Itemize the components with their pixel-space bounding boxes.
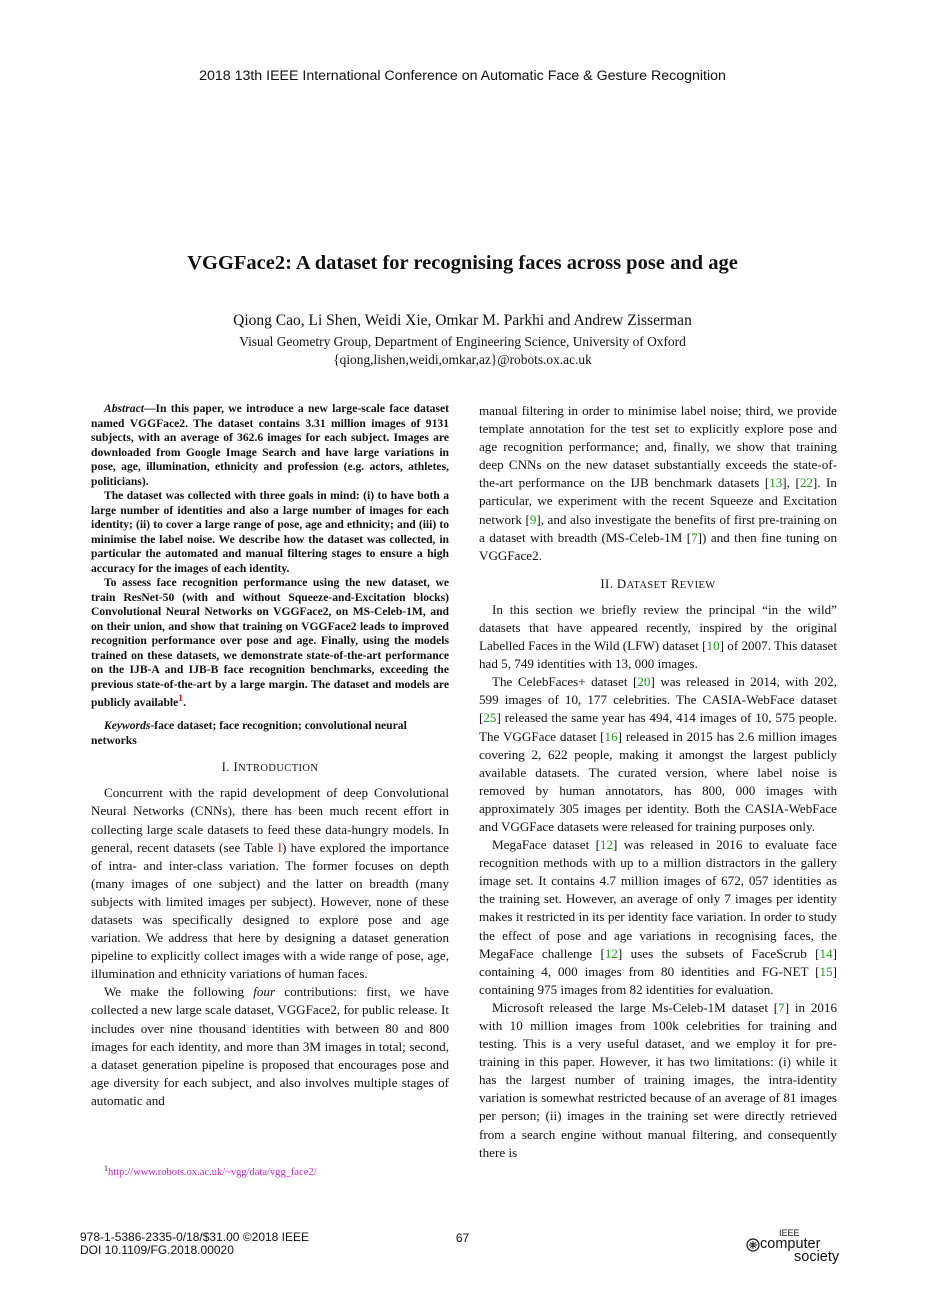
footnote-mark: 1 xyxy=(104,1164,108,1173)
author-email: {qiong,lishen,weidi,omkar,az}@robots.ox.ac.uk xyxy=(333,352,592,367)
citation[interactable]: 22 xyxy=(799,475,813,491)
abstract-paragraph-2: The dataset was collected with three goals in mind: (i) to have both a large number of identities and also a large number of images for each identity; (ii) to cover a large range of pose, age and ethnicity; and (iii) to minimise the label noise. We describe how the dataset was collected, in particular the automated and manual filtering stages to ensure a high accuracy for the images of each identity. xyxy=(91,489,449,575)
right-column xyxy=(479,402,837,1162)
citation[interactable]: 15 xyxy=(819,963,833,979)
page-number: 67 xyxy=(455,1231,470,1245)
left-column xyxy=(91,402,449,1110)
conference-header: 2018 13th IEEE International Conference on Automatic Face & Gesture Recognition xyxy=(199,68,726,84)
citation[interactable]: 20 xyxy=(637,674,651,690)
citation[interactable]: 10 xyxy=(706,638,720,654)
citation[interactable]: 16 xyxy=(604,728,618,744)
citation[interactable]: 7 xyxy=(691,529,698,545)
ieee-computer-society-logo: IEEE computer society xyxy=(746,1228,846,1268)
dataset-url-link[interactable]: http://www.robots.ox.ac.uk/~vgg/data/vgg_face2/ xyxy=(108,1167,317,1178)
affiliation: Visual Geometry Group, Department of Engineering Science, University of Oxford xyxy=(239,334,686,349)
review-paragraph-4: Microsoft released the large Ms-Celeb-1M dataset [7] in 2016 with 10 million images from 100k celebrities for training and testing. This is a very useful dataset, and we employ it for pre-training in this paper. However, it has two limitations: (i) while it has the largest number of training images, the intra-identity variation is somewhat restricted because of an average of 81 images per person; (ii) images in the training set were directly retrieved from a search engine without manual filtering, and consequently there is xyxy=(479,999,838,1160)
abstract xyxy=(91,402,449,710)
intro-paragraph-2-cont: manual filtering in order to minimise label noise; third, we provide template annotation for the test set to explicitly explore pose and age recognition performance; and, finally, we show that training deep CNNs on the new dataset substantially exceeds the state-of-the-art performance on the IJB benchmark datasets [13], [22]. In particular, we experiment with the recent Squeeze and Excitation network [9], and also investigate the benefits of first pre-training on a dataset with breadth (MS-Celeb-1M [7]) and then fine tuning on VGGFace2. xyxy=(479,403,838,563)
introduction-continued xyxy=(479,402,837,565)
table-ref[interactable]: I xyxy=(277,839,282,855)
keywords-label: Keywords xyxy=(104,719,151,733)
keywords: Keywords-face dataset; face recognition; convolutional neural networks xyxy=(91,719,407,747)
review-paragraph-3: MegaFace dataset [12] was released in 2016 to evaluate face recognition methods with up to a million distractors in the gallery image set. It contains 4.7 million images of 672, 057 identities as the training set. However, an average of only 7 images per identity makes it restricted in its per identity face variation. In order to study the effect of pose and age variations in recognising faces, the MegaFace challenge [12] uses the subsets of FaceScrub [14] containing 4, 000 images from 80 identities and FG-NET [15] containing 975 images from 82 identities for evaluation. xyxy=(479,837,837,997)
paper-title: VGGFace2: A dataset for recognising faces across pose and age xyxy=(187,252,738,274)
citation[interactable]: 12 xyxy=(599,837,614,853)
affiliation-block xyxy=(0,333,925,369)
footer-isbn: 978-1-5386-2335-0/18/$31.00 ©2018 IEEE xyxy=(80,1230,310,1244)
review-paragraph-1: In this section we briefly review the principal “in the wild” datasets that have appeared recently, inspired by the original Labelled Faces in the Wild (LFW) dataset [10] of 2007. This dataset had 5, 749 identities with 13, 000 images. xyxy=(479,601,838,672)
footer-doi: DOI 10.1109/FG.2018.00020 xyxy=(80,1243,234,1257)
review-paragraph-2: The CelebFaces+ dataset [20] was released in 2014, with 202, 599 images of 10, 177 celebrities. The CASIA-WebFace dataset [25] released the same year has 494, 414 images of 10, 575 people. The VGGFace dataset [16] released in 2015 has 2.6 million images covering 2, 622 people, making it amongst the largest publicly available datasets. The curated version, where label noise is removed by human annotators, has 800, 000 images with approximately 305 images per identity. Both the CASIA-WebFace and VGGFace datasets were released for training purposes only. xyxy=(479,674,837,834)
citation[interactable]: 9 xyxy=(529,511,537,527)
section-heading-introduction: I. INTRODUCTION xyxy=(221,760,319,775)
section-heading-dataset-review: II. DATASET REVIEW xyxy=(600,576,716,591)
citation[interactable]: 12 xyxy=(604,945,618,961)
footnote xyxy=(104,1164,317,1178)
abstract-paragraph-3: To assess face recognition performance using the new dataset, we train ResNet-50 (with and without Squeeze-and-Excitation blocks) Convolutional Neural Networks on VGGFace2, on MS-Celeb-1M, and on their union, and show that training on VGGFace2 leads to improved recognition performance over pose and age. Finally, using the models trained on these datasets, we demonstrate state-of-the-art performance on the IJB-A and IJB-B face recognition benchmarks, exceeding the previous state-of-the-art by a large margin. The dataset and models are publicly available$^1$. xyxy=(91,576,449,709)
society-emblem-icon xyxy=(746,1238,760,1252)
introduction-body xyxy=(91,784,449,1110)
footnote-ref[interactable]: 1 xyxy=(178,693,184,704)
citation[interactable]: 7 xyxy=(778,999,785,1015)
citation[interactable]: 14 xyxy=(819,945,833,961)
citation[interactable]: 25 xyxy=(483,710,497,726)
intro-paragraph-2: We make the following four contributions: first, we have collected a new large scale dataset, VGGFace2, for public release. It includes over nine thousand identities with between 80 and 800 images for each identity, and more than 3M images in total; second, a dataset generation pipeline is proposed that encourages pose and age diversity for each subject, and also involves multiple stages of automatic and xyxy=(91,984,449,1108)
paper-authors: Qiong Cao, Li Shen, Weidi Xie, Omkar M. Parkhi and Andrew Zisserman xyxy=(233,312,692,329)
abstract-paragraph-1: Abstract—In this paper, we introduce a new large-scale face dataset named VGGFace2. The dataset contains 3.31 million images of 9131 subjects, with an average of 362.6 images for each subject. Images are downloaded from Google Image Search and have large variations in pose, age, illumination, ethnicity and profession (e.g. actors, athletes, politicians). xyxy=(91,402,449,488)
citation[interactable]: 13 xyxy=(769,475,783,491)
dataset-review-body xyxy=(479,601,837,1162)
abstract-label: Abstract xyxy=(104,402,144,415)
intro-paragraph-1: Concurrent with the rapid development of deep Convolutional Neural Networks (CNNs), there has been much recent effort in collecting large scale datasets to feed these data-hungry models. In general, recent datasets (see Table I) have explored the importance of intra- and inter-class variation. The former focuses on depth (many images of one subject) and the latter on breadth (many subjects with limited images per subject). However, none of these datasets was specifically designed to explore pose and age variation. We address that here by designing a dataset generation pipeline to explicitly collect images with a wide range of pose, age, illumination and ethnicity variations of human faces. xyxy=(91,785,449,982)
